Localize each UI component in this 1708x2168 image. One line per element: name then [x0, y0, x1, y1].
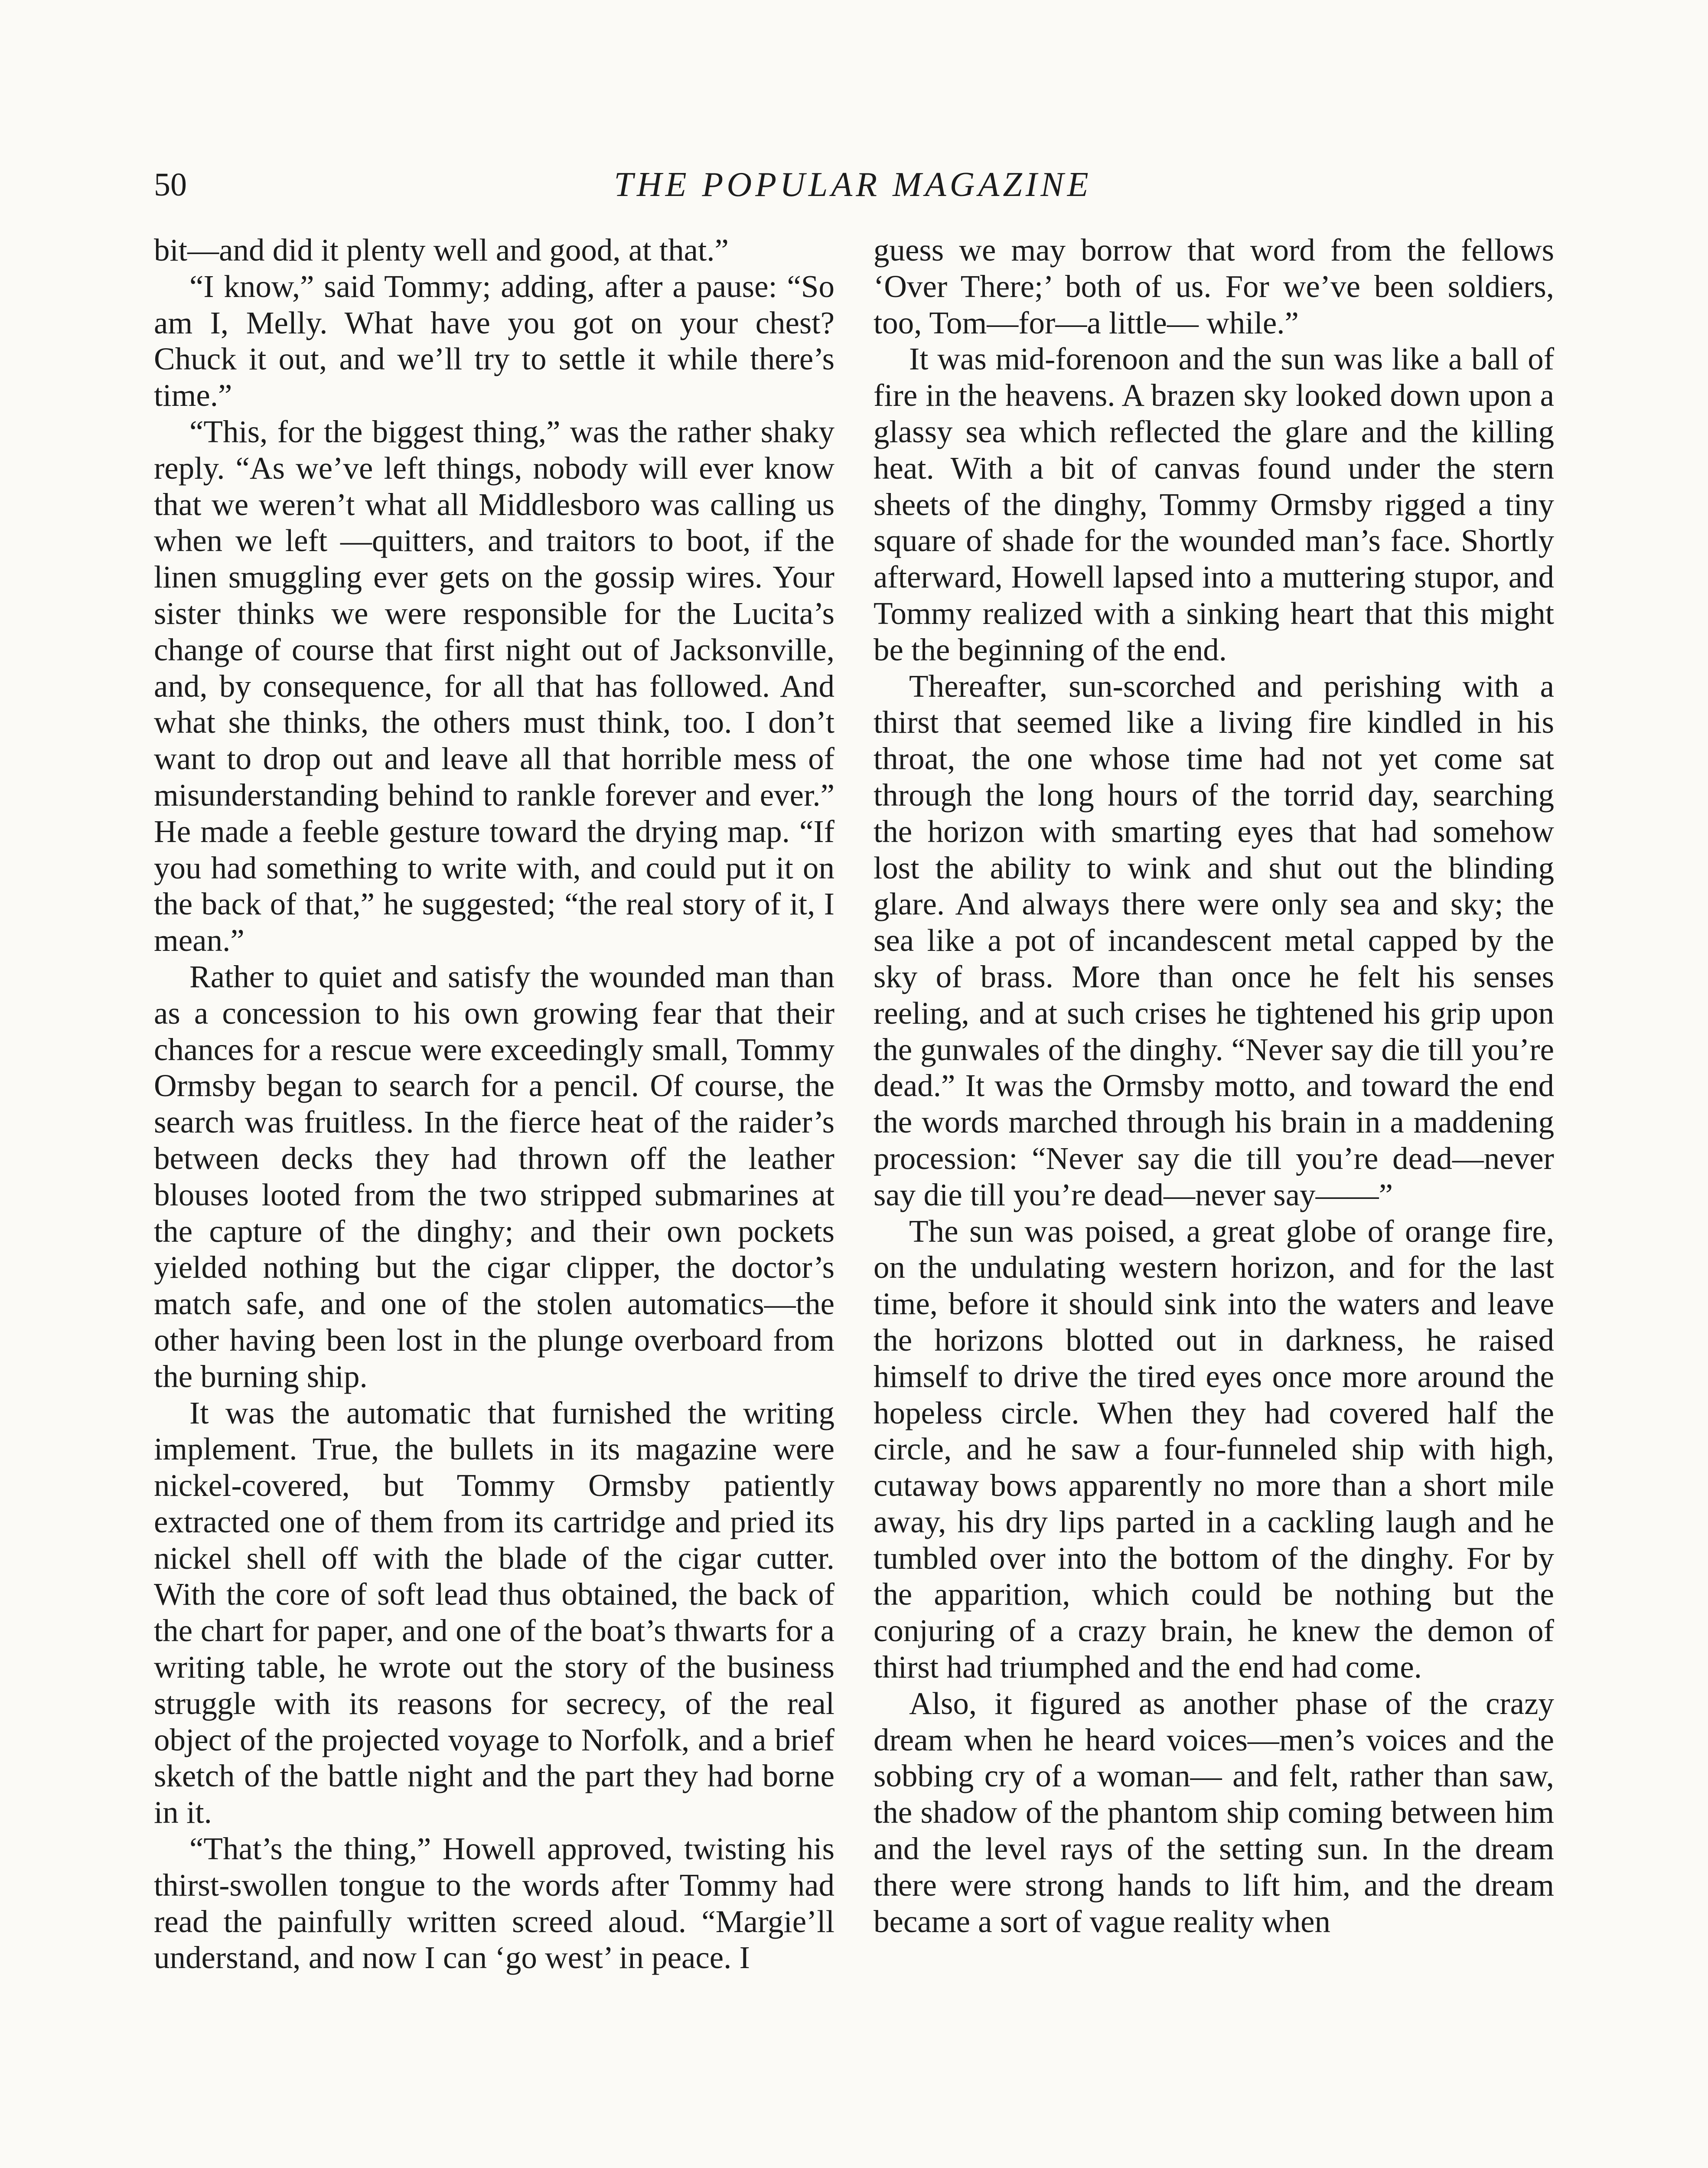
paragraph: guess we may borrow that word from the fellows ‘Over There;’ both of us. For we’ve been soldiers, too, Tom—for—a little— while.”	[874, 232, 1554, 340]
paragraph: It was mid-forenoon and the sun was like a ball of fire in the heavens. A brazen sky looked down upon a glassy sea which reflected the glare and the killing heat. With a bit of canvas found under the stern sheets of the dinghy, Tommy Ormsby rigged a tiny square of shade for the wounded man’s face. Shortly afterward, Howell lapsed into a muttering stupor, and Tommy realized with a sinking heart that this might be the beginning of the end.	[874, 341, 1554, 667]
paragraph: “That’s the thing,” Howell approved, twisting his thirst-swollen tongue to the words after Tommy had read the painfully written screed aloud. “Margie’ll understand, and now I can ‘go west’ in peace. I	[154, 1831, 834, 1975]
page-number: 50	[154, 167, 187, 203]
paragraph: It was the automatic that furnished the writing implement. True, the bullets in its magazine were nickel-covered, but Tommy Ormsby patiently extracted one of them from its cartridge and pried its nickel shell off with the blade of the cigar cutter. With the core of soft lead thus obtained, the back of the chart for paper, and one of the boat’s thwarts for a writing table, he wrote out the story of the business struggle with its reasons for secrecy, of the real object of the projected voyage to Norfolk, and a brief sketch of the battle night and the part they had borne in it.	[154, 1395, 834, 1830]
left-column	[154, 232, 834, 1976]
paragraph: Thereafter, sun-scorched and perishing with a thirst that seemed like a living fire kindled in his throat, the one whose time had not yet come sat through the long hours of the torrid day, searching the horizon with smarting eyes that had somehow lost the ability to wink and shut out the blinding glare. And always there were only sea and sky; the sea like a pot of incandescent metal capped by the sky of brass. More than once he felt his senses reeling, and at such crises he tightened his grip upon the gunwales of the dinghy. “Never say die till you’re dead.” It was the Ormsby motto, and toward the end the words marched through his brain in a maddening procession: “Never say die till you’re dead—never say die till you’re dead—never say——”	[874, 668, 1554, 1212]
paragraph: Also, it figured as another phase of the crazy dream when he heard voices—men’s voices and the sobbing cry of a woman— and felt, rather than saw, the shadow of the phantom ship coming between him and the level rays of the setting sun. In the dream there were strong hands to lift him, and the dream became a sort of vague reality when	[874, 1685, 1554, 1939]
paragraph: “I know,” said Tommy; adding, after a pause: “So am I, Melly. What have you got on your chest? Chuck it out, and we’ll try to settle it while there’s time.”	[154, 268, 834, 413]
paragraph: bit—and did it plenty well and good, at that.”	[154, 232, 729, 268]
right-column	[874, 232, 1554, 1939]
paragraph: Rather to quiet and satisfy the wounded man than as a concession to his own growing fear that their chances for a rescue were exceedingly small, Tommy Ormsby began to search for a pencil. Of course, the search was fruitless. In the fierce heat of the raider’s between decks they had thrown off the leather blouses looted from the two stripped submarines at the capture of the dinghy; and their own pockets yielded nothing but the cigar clipper, the doctor’s match safe, and one of the stolen automatics—the other having been lost in the plunge overboard from the burning ship.	[154, 959, 834, 1394]
paragraph: “This, for the biggest thing,” was the rather shaky reply. “As we’ve left things, nobody will ever know that we weren’t what all Middlesboro was calling us when we left —quitters, and traitors to boot, if the linen smuggling ever gets on the gossip wires. Your sister thinks we were responsible for the Lucita’s change of course that first night out of Jacksonville, and, by consequence, for all that has followed. And what she thinks, the others must think, too. I don’t want to drop out and leave all that horrible mess of misunderstanding behind to rankle forever and ever.” He made a feeble gesture toward the drying map. “If you had something to write with, and could put it on the back of that,” he suggested; “the real story of it, I mean.”	[154, 414, 834, 958]
paragraph: The sun was poised, a great globe of orange fire, on the undulating western horizon, and for the last time, before it should sink into the waters and leave the horizons blotted out in darkness, he raised himself to drive the tired eyes once more around the hopeless circle. When they had covered half the circle, and he saw a four-funneled ship with high, cutaway bows apparently no more than a short mile away, his dry lips parted in a cackling laugh and he tumbled over into the bottom of the dinghy. For by the apparition, which could be nothing but the conjuring of a crazy brain, he knew the demon of thirst had triumphed and the end had come.	[874, 1213, 1554, 1685]
running-title: THE POPULAR MAGAZINE	[614, 166, 1092, 204]
page-header	[154, 159, 1552, 211]
